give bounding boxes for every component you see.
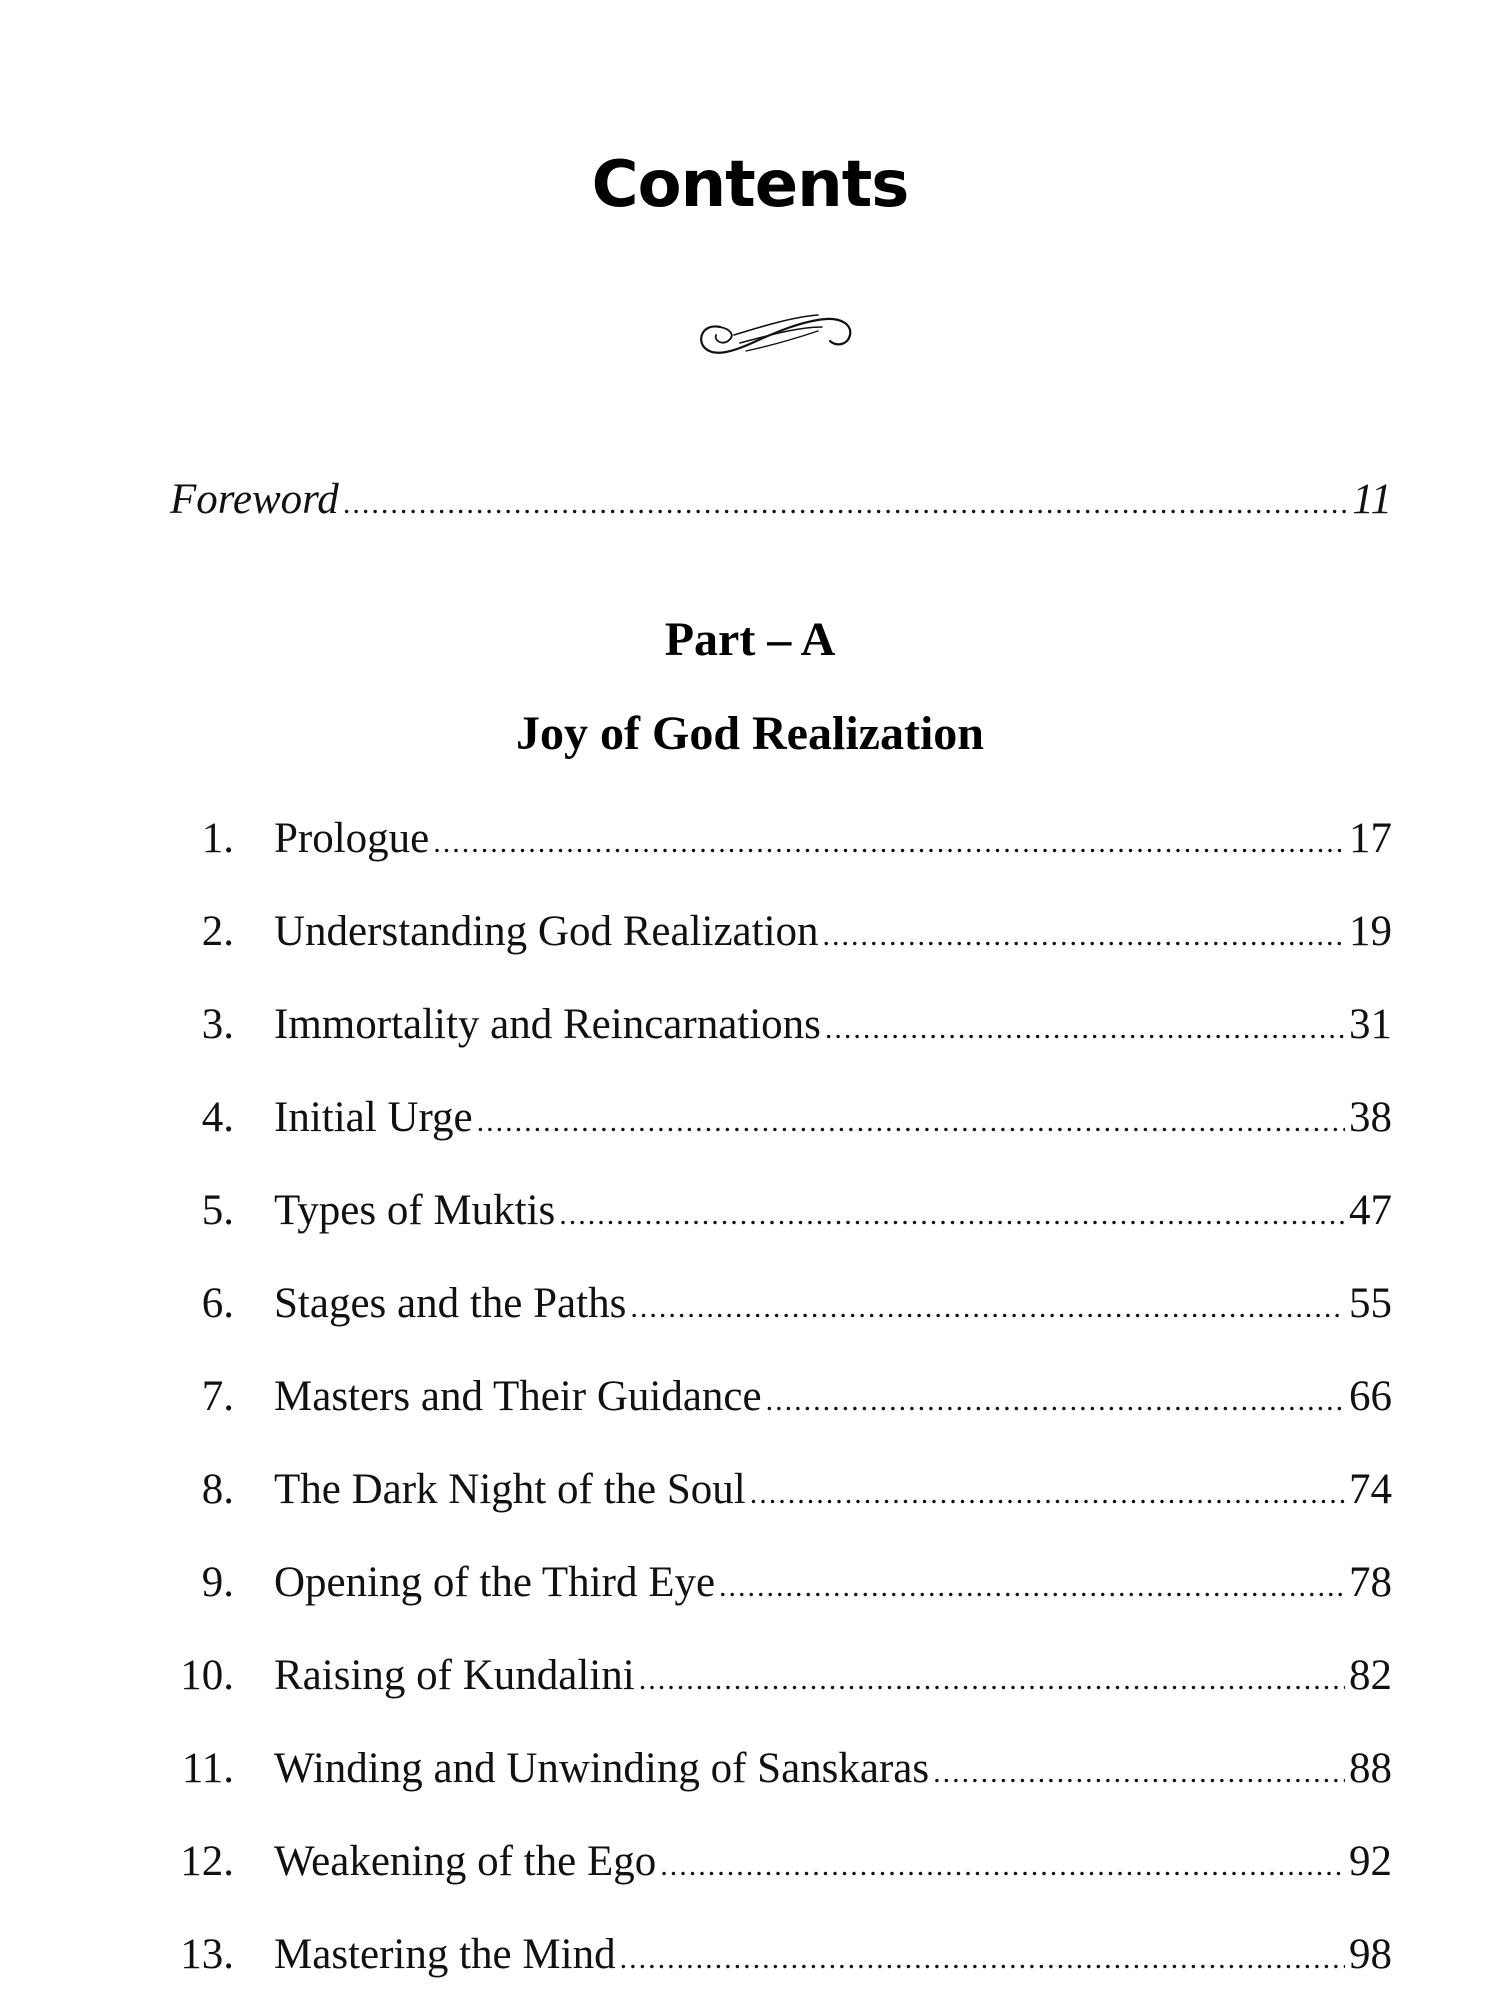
chapter-title: Winding and Unwinding of Sanskaras — [274, 1745, 930, 1792]
toc-page-number: 55 — [1349, 1280, 1392, 1327]
leader-dots — [639, 1665, 1345, 1695]
toc-page-number: 19 — [1349, 908, 1392, 955]
leader-dots — [620, 1944, 1345, 1974]
leader-dots — [559, 1200, 1345, 1230]
toc-page-number: 66 — [1349, 1373, 1392, 1420]
chapter-number: 11. — [181, 1745, 234, 1792]
toc-entry[interactable] — [170, 1282, 1392, 1325]
leader-dots — [719, 1572, 1345, 1602]
leader-dots — [825, 1014, 1345, 1044]
leader-dots — [766, 1386, 1345, 1416]
chapter-number: 3. — [201, 1001, 234, 1048]
chapter-number: 4. — [201, 1094, 234, 1141]
part-title: Joy of God Realization — [516, 707, 984, 760]
part-label: Part – A — [664, 613, 836, 666]
chapter-title: Weakening of the Ego — [274, 1838, 657, 1885]
chapter-number: 8. — [201, 1466, 234, 1513]
chapter-number: 1. — [201, 815, 234, 862]
chapter-title: Initial Urge — [274, 1094, 473, 1141]
toc-entry[interactable] — [170, 1933, 1392, 1976]
chapter-number: 12. — [180, 1838, 234, 1885]
chapter-number: 7. — [201, 1373, 234, 1420]
leader-dots — [433, 828, 1345, 858]
toc-page-number: 88 — [1349, 1745, 1392, 1792]
chapter-title: Understanding God Realization — [274, 908, 819, 955]
chapter-title: Prologue — [274, 815, 430, 862]
toc-page-number: 74 — [1349, 1466, 1392, 1513]
chapter-title: Immortality and Reincarnations — [274, 1001, 821, 1048]
toc-page-number: 47 — [1349, 1187, 1392, 1234]
toc-entry[interactable] — [170, 1654, 1392, 1697]
chapter-number: 13. — [180, 1931, 234, 1978]
leader-dots — [750, 1479, 1345, 1509]
chapter-number: 5. — [201, 1187, 234, 1234]
toc-entry[interactable] — [170, 1096, 1392, 1139]
toc-entry-title: Foreword — [170, 476, 339, 523]
toc-page-number: 82 — [1349, 1652, 1392, 1699]
toc-entry[interactable] — [170, 1840, 1392, 1883]
chapter-number: 6. — [201, 1280, 234, 1327]
flourish-ornament-icon — [690, 305, 862, 375]
toc-entry[interactable] — [170, 910, 1392, 953]
chapter-title: Opening of the Third Eye — [274, 1559, 716, 1606]
toc-page-number: 98 — [1349, 1931, 1392, 1978]
toc-entry[interactable] — [170, 817, 1392, 860]
leader-dots — [477, 1107, 1345, 1137]
chapter-title: Masters and Their Guidance — [274, 1373, 762, 1420]
chapter-title: Types of Muktis — [274, 1187, 556, 1234]
chapter-title: Mastering the Mind — [274, 1931, 616, 1978]
chapter-number: 9. — [201, 1559, 234, 1606]
toc-page-number: 78 — [1349, 1559, 1392, 1606]
toc-entry[interactable] — [170, 1747, 1392, 1790]
leader-dots — [343, 489, 1348, 519]
leader-dots — [933, 1758, 1345, 1788]
chapter-number: 10. — [180, 1652, 234, 1699]
toc-entry[interactable] — [170, 1468, 1392, 1511]
page-title: Contents — [591, 148, 909, 222]
chapter-number: 2. — [201, 908, 234, 955]
toc-page-number: 11 — [1352, 476, 1392, 523]
toc-entry[interactable] — [170, 1375, 1392, 1418]
toc-entry[interactable] — [170, 1003, 1392, 1046]
toc-page-number: 38 — [1349, 1094, 1392, 1141]
chapter-title: Stages and the Paths — [274, 1280, 627, 1327]
toc-entry-foreword[interactable] — [170, 478, 1392, 521]
chapter-title: The Dark Night of the Soul — [274, 1466, 746, 1513]
leader-dots — [660, 1851, 1345, 1881]
toc-page-number: 31 — [1349, 1001, 1392, 1048]
toc-entry[interactable] — [170, 1189, 1392, 1232]
toc-page-number: 92 — [1349, 1838, 1392, 1885]
toc-page-number: 17 — [1349, 815, 1392, 862]
chapter-title: Raising of Kundalini — [274, 1652, 635, 1699]
leader-dots — [823, 921, 1345, 951]
toc-entry[interactable] — [170, 1561, 1392, 1604]
leader-dots — [630, 1293, 1345, 1323]
